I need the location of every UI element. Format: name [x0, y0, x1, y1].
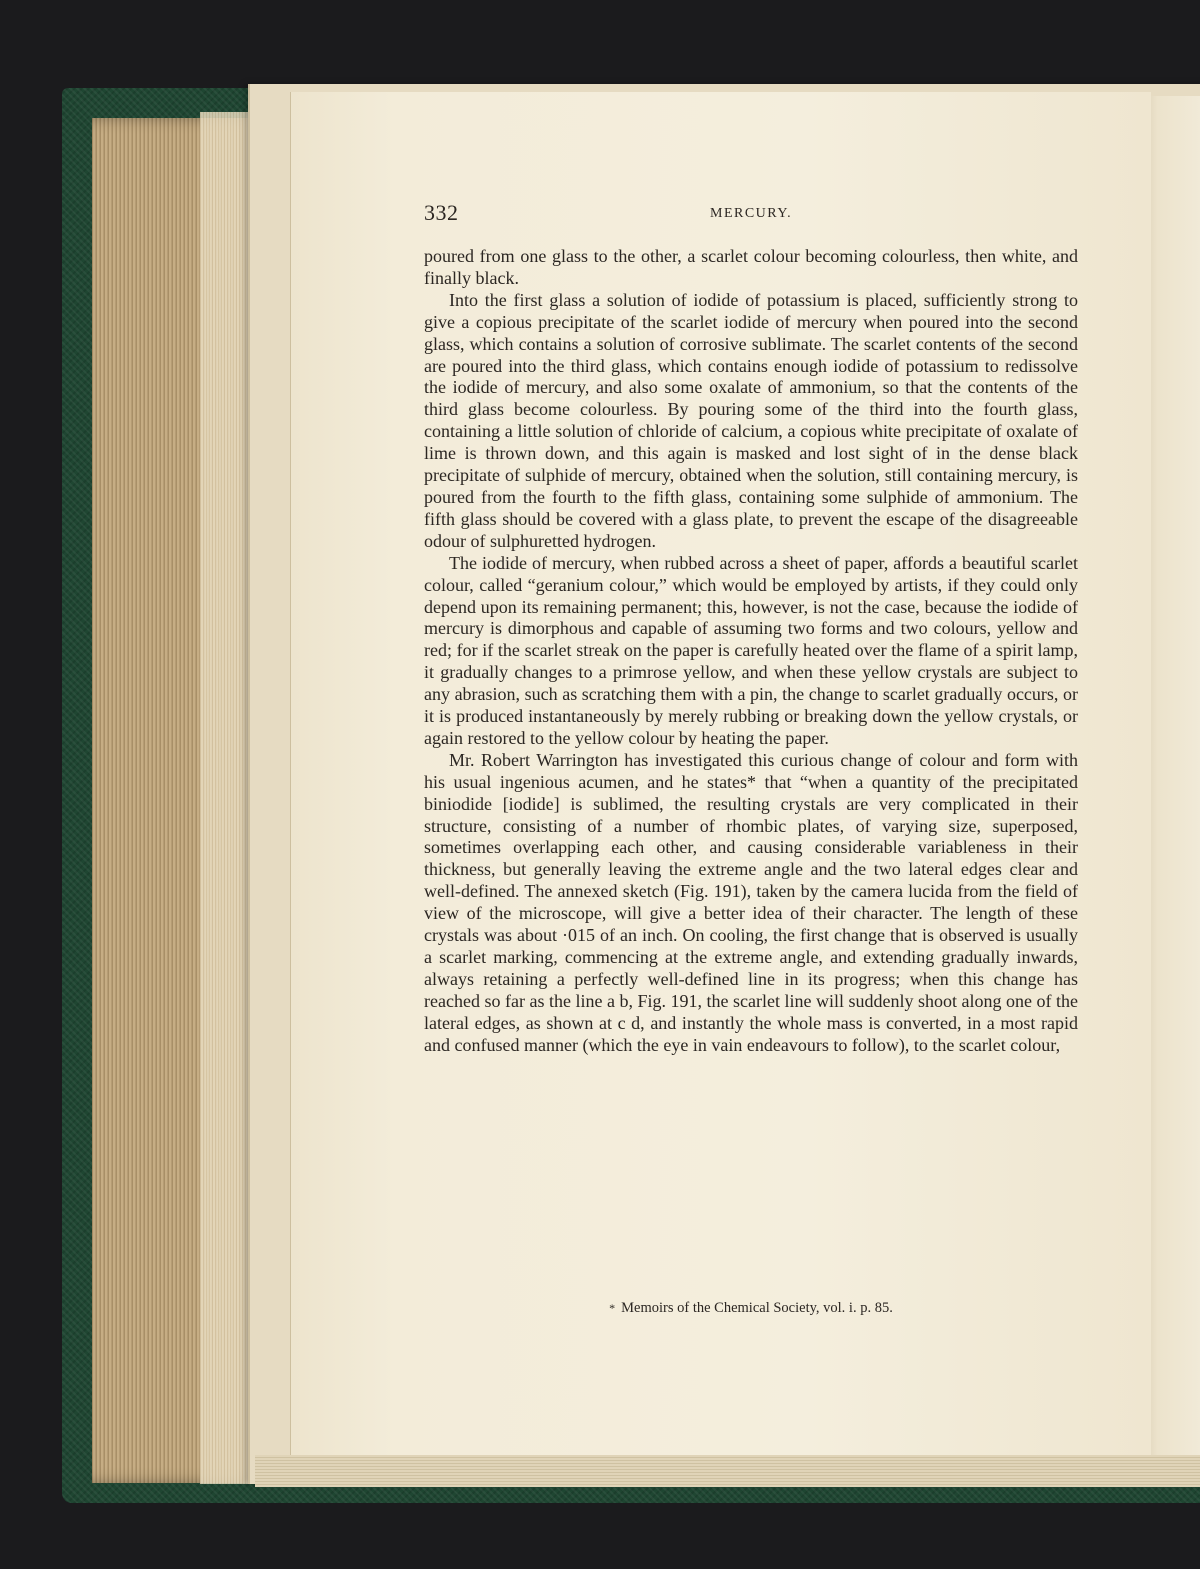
page-header [424, 196, 1078, 246]
running-head: MERCURY. [710, 206, 793, 221]
page-number: 332 [424, 200, 459, 225]
footnote-mark: * [609, 1301, 616, 1315]
page-text-block [424, 196, 1078, 1316]
paragraph-continuation: poured from one glass to the other, a scarlet colour becoming colourless, then white, and finally black. [424, 246, 1078, 288]
footnote-text: Memoirs of the Chemical Society, vol. i. p. 85. [621, 1300, 893, 1316]
footnote [424, 1300, 1078, 1317]
paragraph-iodide-colour: The iodide of mercury, when rubbed across a sheet of paper, affords a beautiful scarlet colour, called “geranium colour,” which would be employed by artists, if they could only depend upon its remaining permanent; this, however, is not the case, because the iodide of mercury is dimorphous and capable of assuming two forms and two colours, yellow and red; for if the scarlet streak on the paper is carefully heated over the flame of a spirit lamp, it gradually changes to a primrose yellow, and when these yellow crystals are subject to any abrasion, such as scratching them with a pin, the change to scarlet gradually occurs, or it is produced instantaneously by merely rubbing or breaking down the yellow crystals, or again restored to the yellow colour by heating the paper. [424, 552, 1078, 748]
page-edges-bottom [255, 1455, 1200, 1487]
paragraph-warrington: Mr. Robert Warrington has investigated this curious change of colour and form with his usual ingenious acumen, and he states* that “when a quantity of the precipitated biniodide [iodide] is sublimed, the resulting crystals are very complicated in their structure, consisting of a number of rhombic plates, of varying size, superposed, sometimes overlapping each other, and causing considerable variableness in their thickness, but generally leaving the extreme angle and the two lateral edges clear and well-defined. The annexed sketch (Fig. 191), taken by the camera lucida from the field of view of the microscope, will give a better idea of their character. The length of these crystals was about ·015 of an inch. On cooling, the first change that is observed is usually a scarlet marking, commencing at the extreme angle, and extending gradually inwards, always retaining a perfectly well-defined line in its progress; when this change has reached so far as the line a b, Fig. 191, the scarlet line will suddenly shoot along one of the lateral edges, as shown at c d, and instantly the whole mass is converted, in a most rapid and confused manner (which the eye in vain endeavours to follow), to the scarlet colour, [424, 749, 1078, 1055]
paragraph-glasses-experiment: Into the first glass a solution of iodide of potassium is placed, sufficiently strong to give a copious precipitate of the scarlet iodide of mercury when poured into the second glass, which contains a solution of corrosive sublimate. The scarlet contents of the second are poured into the third glass, which contains enough iodide of potassium to redissolve the iodide of mercury, and also some oxalate of ammonium, so that the contents of the third glass become colourless. By pouring some of the third into the fourth glass, containing a little solution of chloride of calcium, a copious white precipitate of oxalate of lime is thrown down, and this again is masked and lost sight of in the dense black precipitate of sulphide of mercury, obtained when the solution, still containing mercury, is poured from the fourth to the fifth glass, containing some sulphide of ammonium. The fifth glass should be covered with a glass plate, to prevent the escape of the disagreeable odour of sulphuretted hydrogen. [424, 289, 1078, 551]
